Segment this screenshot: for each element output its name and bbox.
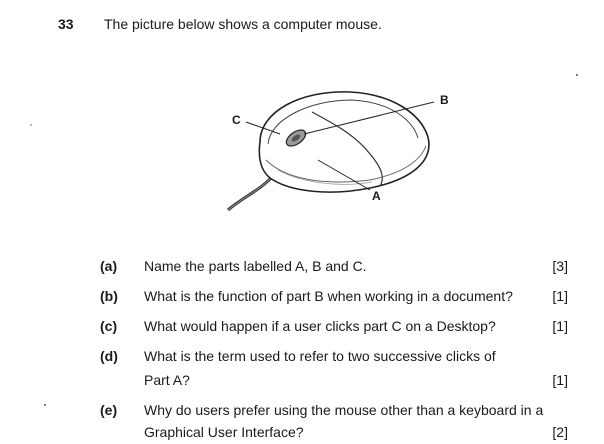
part-marks: [1] — [552, 318, 568, 334]
question-part-a — [0, 258, 604, 278]
part-text: What would happen if a user clicks part C on a Desktop? — [144, 318, 496, 334]
figure-label-b: B — [440, 93, 449, 107]
part-text-line2: Graphical User Interface? — [144, 424, 304, 440]
question-number: 33 — [58, 16, 74, 32]
part-text: What is the function of part B when working in a document? — [144, 288, 513, 304]
part-text-line1: What is the term used to refer to two successive clicks of — [144, 348, 496, 364]
mouse-body — [259, 92, 429, 192]
scan-speck — [30, 124, 32, 126]
part-letter: (a) — [100, 258, 118, 274]
question-part-b — [0, 288, 604, 308]
part-letter: (d) — [100, 348, 118, 364]
question-part-d-cont — [0, 372, 604, 392]
part-letter: (b) — [100, 288, 118, 304]
question-part-d — [0, 348, 604, 368]
part-marks: [1] — [552, 372, 568, 388]
figure-label-a: A — [372, 189, 381, 203]
question-part-c — [0, 318, 604, 338]
question-intro: The picture below shows a computer mouse. — [104, 16, 382, 32]
part-letter: (c) — [100, 318, 118, 334]
question-part-e — [0, 402, 604, 422]
part-text-line2: Part A? — [144, 372, 190, 388]
question-part-e-cont — [0, 424, 604, 444]
part-text: Name the parts labelled A, B and C. — [144, 258, 367, 274]
part-text-line1: Why do users prefer using the mouse other than a keyboard in a — [144, 402, 544, 418]
part-marks: [2] — [552, 424, 568, 440]
scan-speck — [576, 74, 578, 76]
part-marks: [3] — [552, 258, 568, 274]
figure-label-c: C — [232, 113, 241, 127]
scan-speck — [44, 404, 46, 406]
part-letter: (e) — [100, 402, 118, 418]
computer-mouse-icon — [220, 82, 470, 222]
mouse-figure — [220, 82, 470, 222]
part-marks: [1] — [552, 288, 568, 304]
